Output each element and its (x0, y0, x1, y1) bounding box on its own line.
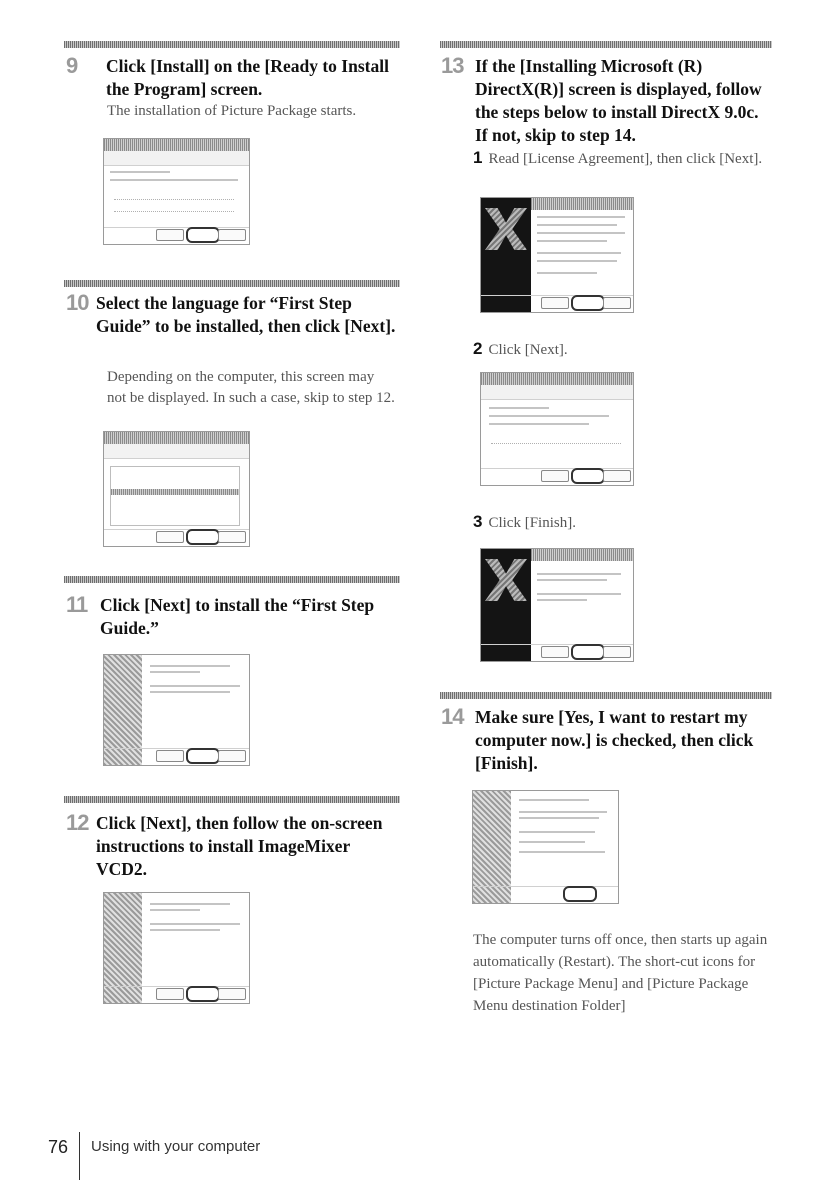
step-number: 13 (441, 53, 464, 78)
step-9 (66, 55, 400, 101)
page-number: 76 (48, 1137, 69, 1157)
step-heading: Click [Next] to install the “First Step Guide.” (100, 595, 375, 638)
substep-number: 1 (473, 148, 483, 167)
step-13 (441, 55, 771, 147)
separator-bar (440, 41, 772, 48)
screenshot-restart (472, 790, 619, 904)
screenshot-directx-license (480, 197, 634, 313)
screenshot-directx-finish (480, 548, 634, 662)
substep-text: Click [Next]. (488, 342, 568, 358)
screenshot-imagemixer (103, 892, 250, 1004)
substep-text: Click [Finish]. (488, 515, 576, 531)
step-heading: Click [Install] on the [Ready to Install the Program] screen. (106, 56, 389, 99)
step-heading: If the [Installing Microsoft (R) DirectX(R)] screen is displayed, follow the steps below to install DirectX 9.0c. If not, skip to step 14. (475, 56, 762, 145)
screenshot-language-select (103, 431, 250, 547)
step-number: 10 (66, 290, 89, 315)
section-label: Using with your computer (91, 1138, 261, 1155)
footer-divider (79, 1132, 80, 1180)
screenshot-ready-to-install (103, 138, 250, 245)
step-12 (66, 812, 400, 881)
step-heading: Make sure [Yes, I want to restart my computer now.] is checked, then click [Finish]. (475, 707, 754, 773)
step-11 (66, 594, 400, 640)
substep-3 (473, 511, 763, 534)
separator-bar (64, 41, 400, 48)
substep-1 (473, 147, 763, 170)
step-heading: Click [Next], then follow the on-screen instructions to install ImageMixer VCD2. (96, 813, 383, 879)
substep-number: 3 (473, 512, 483, 531)
substep-number: 2 (473, 339, 483, 358)
step-number: 12 (66, 810, 89, 835)
step-body: The installation of Picture Package starts. (107, 103, 357, 119)
screenshot-first-step-guide (103, 654, 250, 766)
separator-bar (64, 280, 400, 287)
step-body: The computer turns off once, then starts up again automatically (Restart). The short-cut icons for [Picture Package Menu] and [Picture Package Menu destination Folder] (473, 932, 768, 1014)
step-number: 9 (66, 53, 78, 78)
separator-bar (440, 692, 772, 699)
step-body: Depending on the computer, this screen may not be displayed. In such a case, skip to step 12. (107, 369, 395, 406)
screenshot-directx-next (480, 372, 634, 486)
step-heading: Select the language for “First Step Guide” to be installed, then click [Next]. (96, 293, 396, 336)
substep-text: Read [License Agreement], then click [Next]. (488, 151, 763, 167)
separator-bar (64, 796, 400, 803)
separator-bar (64, 576, 400, 583)
step-number: 11 (66, 592, 88, 617)
step-10 (66, 292, 400, 338)
substep-2 (473, 338, 763, 361)
step-14 (441, 706, 771, 775)
step-number: 14 (441, 704, 464, 729)
